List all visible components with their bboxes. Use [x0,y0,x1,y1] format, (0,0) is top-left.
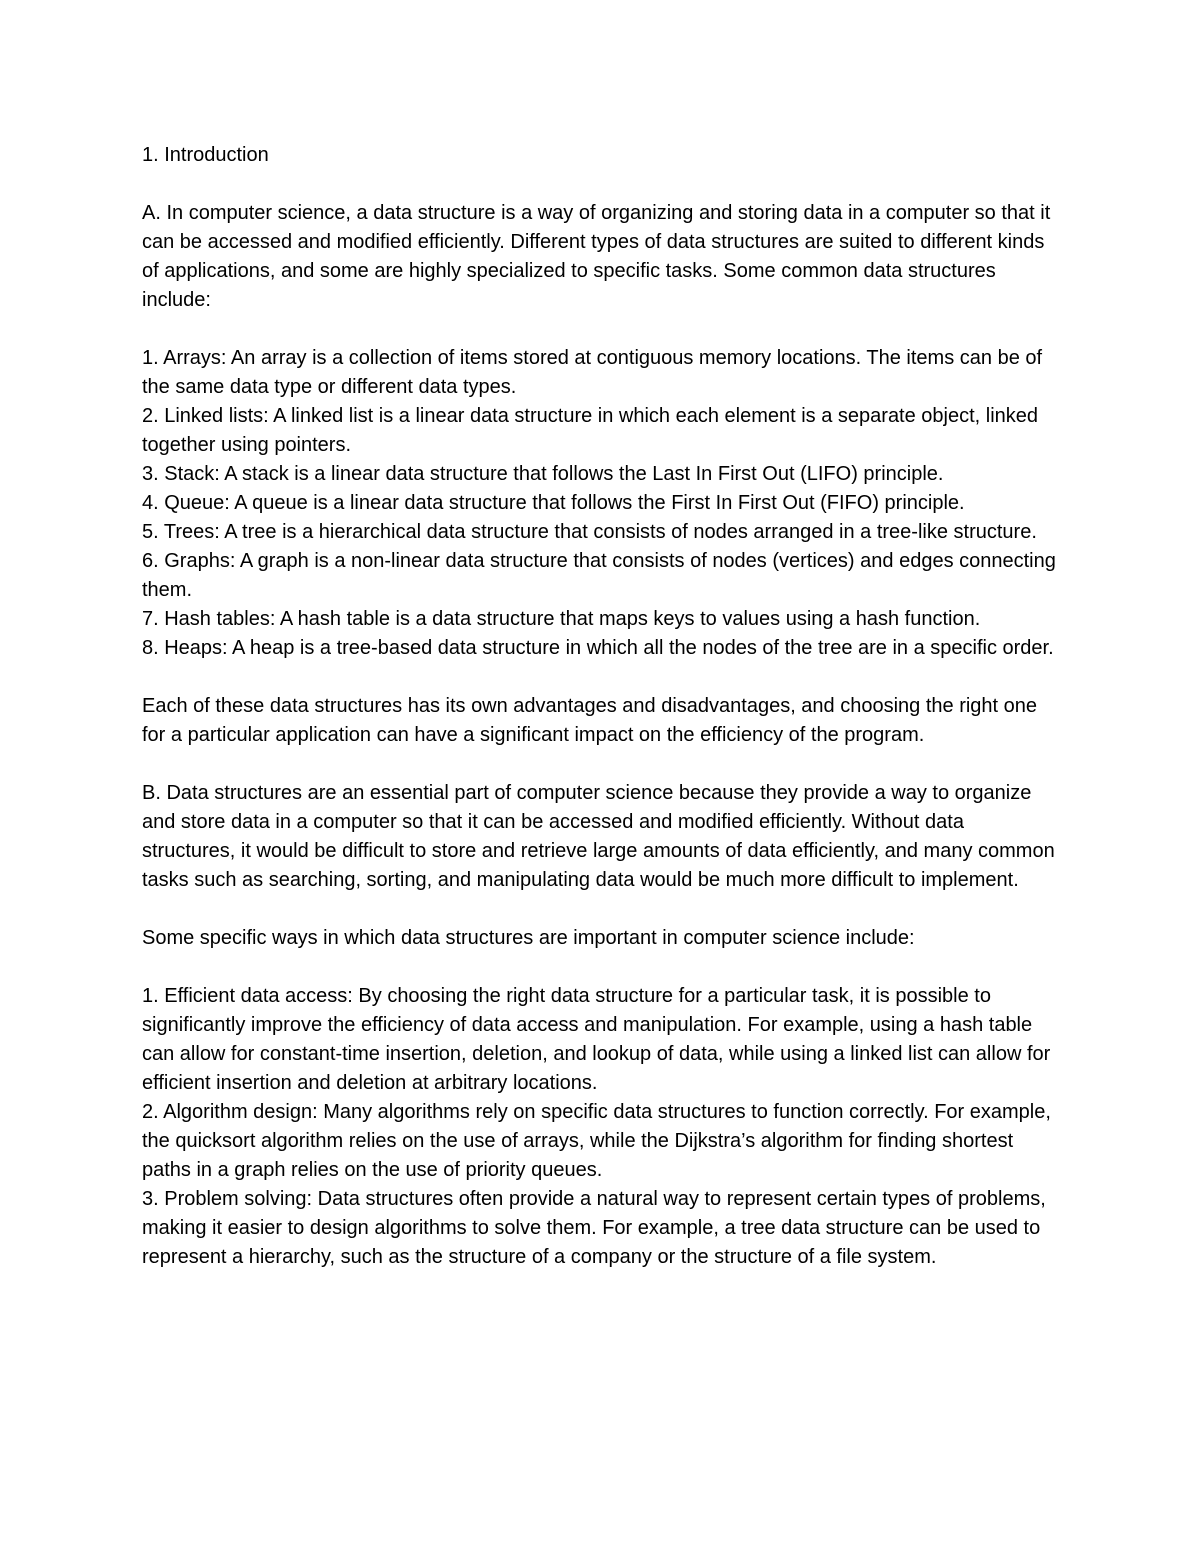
list-item: 2. Algorithm design: Many algorithms rely on specific data structures to function correctly. For example, the quicksort algorithm relies on the use of arrays, while the Dijkstra’s algorithm for finding shortest paths in a graph relies on the use of priority queues. [142,1101,1051,1181]
document-body [142,141,1060,1272]
section-b-intro: B. Data structures are an essential part of computer science because they provide a way to organize and store data in a computer so that it can be accessed and modified efficiently. Without data structures, it would be difficult to store and retrieve large amounts of data efficiently, and many common tasks such as searching, sorting, and manipulating data would be much more difficult to implement. [142,782,1055,891]
list-item: 6. Graphs: A graph is a non-linear data structure that consists of nodes (vertices) and edges connecting them. [142,550,1056,601]
list-item: 1. Arrays: An array is a collection of items stored at contiguous memory locations. The items can be of the same data type or different data types. [142,347,1043,398]
paragraph-gap [142,315,1060,344]
list-item: 7. Hash tables: A hash table is a data structure that maps keys to values using a hash function. [142,608,981,630]
list-item: 8. Heaps: A heap is a tree-based data structure in which all the nodes of the tree are in a specific order. [142,637,1054,659]
list-item: 3. Problem solving: Data structures often provide a natural way to represent certain types of problems, making it easier to design algorithms to solve them. For example, a tree data structure can be used to represent a hierarchy, such as the structure of a company or the structure of a file system. [142,1188,1046,1268]
list-item: 4. Queue: A queue is a linear data structure that follows the First In First Out (FIFO) principle. [142,492,965,514]
paragraph-gap [142,663,1060,692]
section-heading: 1. Introduction [142,144,269,166]
section-a-intro: A. In computer science, a data structure is a way of organizing and storing data in a computer so that it can be accessed and modified efficiently. Different types of data structures are suited to different kinds of applications, and some are highly specialized to specific tasks. Some common data structures include: [142,202,1051,311]
section-a-conclusion: Each of these data structures has its own advantages and disadvantages, and choosing the right one for a particular application can have a significant impact on the efficiency of the program. [142,695,1038,746]
paragraph-gap [142,170,1060,199]
paragraph-gap [142,895,1060,924]
paragraph-gap [142,953,1060,982]
list-item: 2. Linked lists: A linked list is a linear data structure in which each element is a separate object, linked together using pointers. [142,405,1039,456]
list-item: 1. Efficient data access: By choosing the right data structure for a particular task, it is possible to significantly improve the efficiency of data access and manipulation. For example, using a hash table can allow for constant-time insertion, deletion, and lookup of data, while using a linked list can allow for efficient insertion and deletion at arbitrary locations. [142,985,1051,1094]
paragraph-gap [142,750,1060,779]
list-item: 3. Stack: A stack is a linear data structure that follows the Last In First Out (LIFO) principle. [142,463,944,485]
section-b-lead: Some specific ways in which data structures are important in computer science include: [142,927,915,949]
list-item: 5. Trees: A tree is a hierarchical data structure that consists of nodes arranged in a tree-like structure. [142,521,1037,543]
